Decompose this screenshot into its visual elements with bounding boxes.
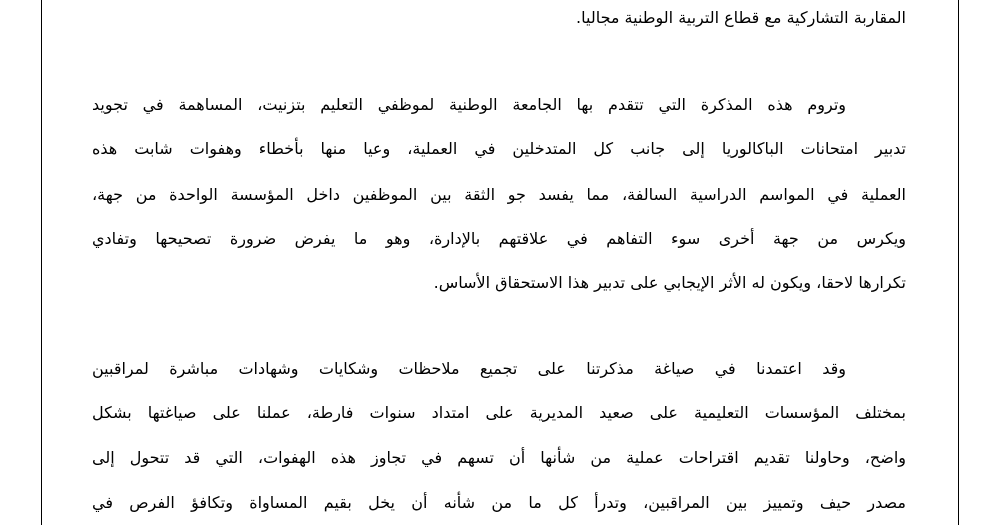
paragraph-3-line-2: بمختلف المؤسسات التعليمية على صعيد المديرية على امتداد سنوات فارطة، عملنا على صياغتها بشكل (92, 403, 906, 422)
paragraph-2-line-3: العملية في المواسم الدراسية السالفة، مما يفسد جو الثقة بين الموظفين داخل المؤسسة الواحدة من جهة، (92, 185, 906, 204)
paragraph-2-line-5: تكرارها لاحقا، ويكون له الأثر الإيجابي على تدبير هذا الاستحقاق الأساس. (433, 273, 906, 292)
paragraph-3-line-3: واضح، وحاولنا تقديم اقتراحات عملية من شأنها أن تسهم في تجاوز هذه الهفوات، التي قد تتحول إلى (92, 448, 906, 467)
paragraph-2-line-4: ويكرس من جهة أخرى سوء التفاهم في علاقتهم بالإدارة، وهو ما يفرض ضرورة تصحيحها وتفادي (92, 229, 906, 248)
page-border-left (41, 0, 42, 525)
paragraph-1-line-1: المقاربة التشاركية مع قطاع التربية الوطنية مجاليا. (576, 8, 906, 27)
paragraph-2-line-1: وتروم هذه المذكرة التي تتقدم بها الجامعة الوطنية لموظفي التعليم بتزنيت، المساهمة في تجويد (92, 95, 846, 114)
paragraph-2-line-2: تدبير امتحانات الباكالوريا إلى جانب كل المتدخلين في العملية، وعيا منها بأخطاء وهفوات شابت هذه (92, 139, 906, 158)
page-border-right (958, 0, 959, 525)
paragraph-3-line-1: وقد اعتمدنا في صياغة مذكرتنا على تجميع ملاحظات وشكايات وشهادات مباشرة لمراقبين (92, 359, 846, 378)
paragraph-3-line-4: مصدر حيف وتمييز بين المراقبين، وتدرأ كل ما من شأنه أن يخل بقيم المساواة وتكافؤ الفرص في (92, 493, 906, 512)
